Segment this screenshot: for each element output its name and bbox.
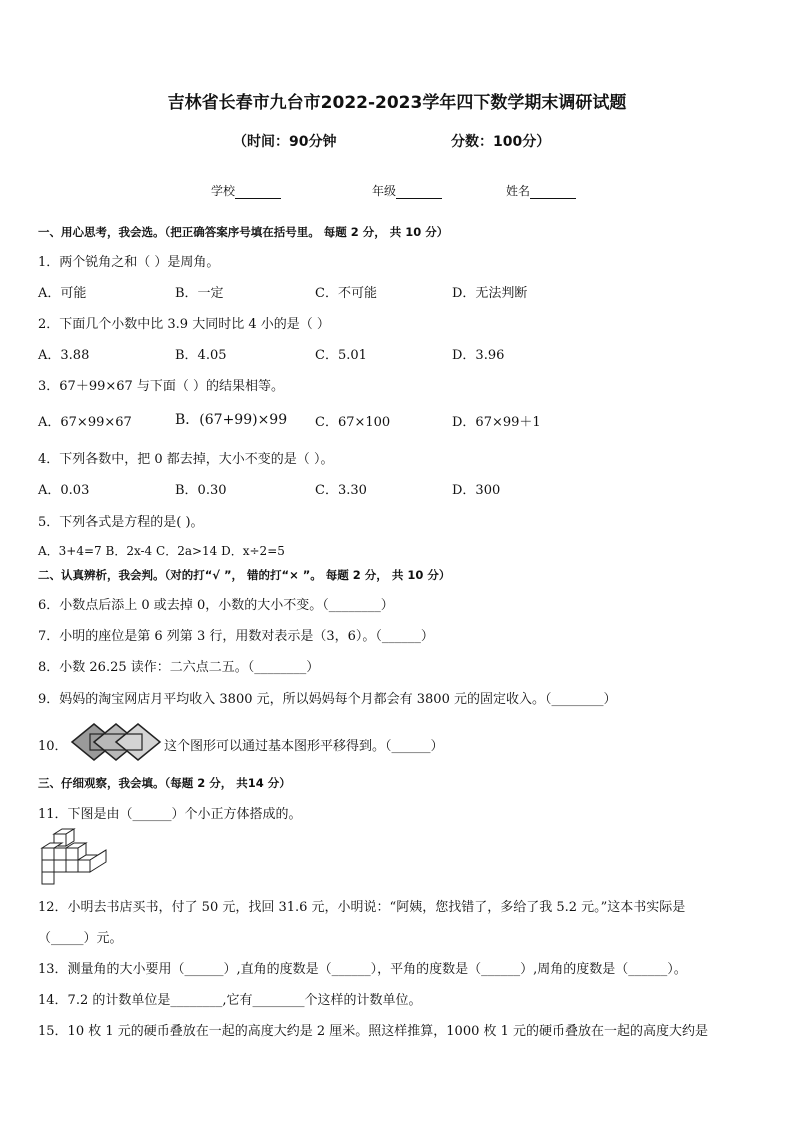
- q2-option-b[interactable]: B．4.05: [175, 348, 227, 363]
- q1-option-d[interactable]: D．无法判断: [452, 286, 528, 301]
- q4-option-a[interactable]: A．0.03: [38, 483, 90, 498]
- question-4: 4．下列各数中，把 0 都去掉，大小不变的是（ ）。: [38, 452, 334, 467]
- question-1: 1．两个锐角之和（ ）是周角。: [38, 255, 220, 270]
- q4-option-d[interactable]: D．300: [452, 483, 501, 498]
- cube-stack-figure: [40, 828, 110, 886]
- school-field[interactable]: 学校: [211, 182, 281, 199]
- section-3-heading: 三、仔细观察，我会填。（每题 2 分， 共14 分）: [38, 776, 291, 790]
- question-11: 11．下图是由（______）个小正方体搭成的。: [38, 807, 302, 822]
- q3-option-b[interactable]: B．(67+99)×99: [175, 412, 288, 428]
- q3-option-a[interactable]: A．67×99×67: [38, 415, 132, 430]
- question-15: 15．10 枚 1 元的硬币叠放在一起的高度大约是 2 厘米。照这样推算，1000 枚 1 元的硬币叠放在一起的高度大约是: [38, 1024, 709, 1039]
- page-title: 吉林省长春市九台市2022-2023学年四下数学期末调研试题: [167, 93, 627, 113]
- question-13: 13．测量角的大小要用（______）,直角的度数是（______），平角的度数是（______）,周角的度数是（______）。: [38, 962, 687, 977]
- q2-option-a[interactable]: A．3.88: [38, 348, 90, 363]
- q4-option-b[interactable]: B．0.30: [175, 483, 227, 498]
- q1-option-a[interactable]: A．可能: [38, 286, 87, 301]
- grade-field[interactable]: 年级: [372, 182, 442, 199]
- question-10: 这个图形可以通过基本图形平移得到。（______）: [164, 739, 444, 754]
- q1-option-c[interactable]: C．不可能: [315, 286, 377, 301]
- q2-option-c[interactable]: C．5.01: [315, 348, 367, 363]
- question-5: 5．下列各式是方程的是( )。: [38, 515, 204, 530]
- translated-diamonds-figure: [70, 720, 164, 764]
- q3-option-d[interactable]: D．67×99＋1: [452, 415, 541, 430]
- section-2-heading: 二、认真辨析，我会判。（对的打“√ ”， 错的打“× ”。 每题 2 分， 共 10 分）: [38, 568, 451, 582]
- question-2: 2．下面几个小数中比 3.9 大同时比 4 小的是（ ）: [38, 317, 330, 332]
- name-field[interactable]: 姓名: [506, 182, 576, 199]
- exam-time: （时间：90分钟: [233, 134, 337, 150]
- section-1-heading: 一、用心思考，我会选。（把正确答案序号填在括号里。 每题 2 分， 共 10 分）: [38, 225, 449, 239]
- question-6: 6．小数点后添上 0 或去掉 0，小数的大小不变。（________）: [38, 598, 394, 613]
- question-7: 7．小明的座位是第 6 列第 3 行，用数对表示是（3，6）。（______）: [38, 629, 434, 644]
- question-10-number: 10．: [38, 739, 68, 754]
- q4-option-c[interactable]: C．3.30: [315, 483, 367, 498]
- q3-option-c[interactable]: C．67×100: [315, 415, 391, 430]
- q2-option-d[interactable]: D．3.96: [452, 348, 505, 363]
- q5-options[interactable]: A．3+4=7 B．2x-4 C．2a>14 D．x÷2=5: [38, 544, 285, 558]
- q1-option-b[interactable]: B．一定: [175, 286, 224, 301]
- question-9: 9．妈妈的淘宝网店月平均收入 3800 元，所以妈妈每个月都会有 3800 元的固定收入。（________）: [38, 692, 617, 707]
- question-12-line2: （_____）元。: [38, 931, 123, 946]
- question-8: 8．小数 26.25 读作：二六点二五。（________）: [38, 660, 320, 675]
- question-14: 14．7.2 的计数单位是________,它有________个这样的计数单位。: [38, 993, 422, 1008]
- exam-score: 分数：100分）: [451, 134, 551, 150]
- question-12-line1: 12．小明去书店买书，付了 50 元，找回 31.6 元，小明说：“阿姨，您找错了，多给了我 5.2 元。”这本书实际是: [38, 900, 686, 915]
- question-3: 3．67＋99×67 与下面（ ）的结果相等。: [38, 379, 285, 394]
